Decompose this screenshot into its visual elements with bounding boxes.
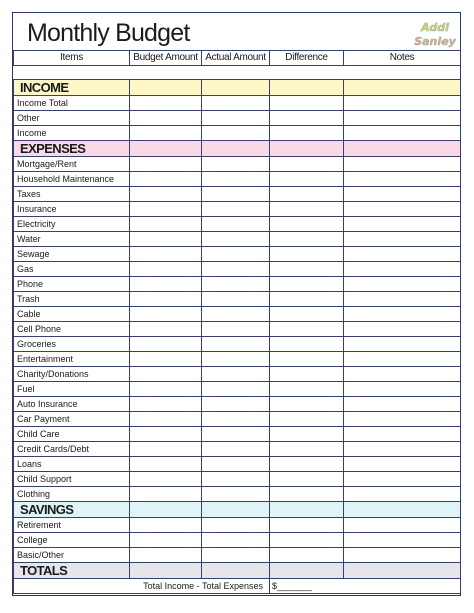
row-label: Fuel bbox=[14, 382, 130, 397]
budget-cell[interactable] bbox=[130, 487, 202, 502]
difference-cell[interactable] bbox=[270, 217, 344, 232]
difference-cell[interactable] bbox=[270, 292, 344, 307]
actual-cell[interactable] bbox=[202, 472, 270, 487]
table-row bbox=[14, 382, 461, 397]
table-row bbox=[14, 442, 461, 457]
table-row bbox=[14, 412, 461, 427]
row-label: Loans bbox=[14, 457, 130, 472]
difference-cell[interactable] bbox=[270, 367, 344, 382]
notes-cell[interactable] bbox=[344, 111, 461, 126]
actual-cell[interactable] bbox=[202, 262, 270, 277]
budget-cell[interactable] bbox=[130, 427, 202, 442]
budget-cell[interactable] bbox=[130, 232, 202, 247]
budget-cell[interactable] bbox=[130, 247, 202, 262]
notes-cell[interactable] bbox=[344, 533, 461, 548]
actual-cell[interactable] bbox=[202, 202, 270, 217]
row-label: Household Maintenance bbox=[14, 172, 130, 187]
difference-cell[interactable] bbox=[270, 232, 344, 247]
table-row bbox=[14, 352, 461, 367]
difference-cell[interactable] bbox=[270, 518, 344, 533]
section-cell bbox=[130, 80, 202, 96]
section-cell bbox=[270, 80, 344, 96]
actual-cell[interactable] bbox=[202, 96, 270, 111]
table-row bbox=[14, 487, 461, 502]
table-row bbox=[14, 202, 461, 217]
notes-cell[interactable] bbox=[344, 126, 461, 141]
row-label: Retirement bbox=[14, 518, 130, 533]
actual-cell[interactable] bbox=[202, 157, 270, 172]
budget-cell[interactable] bbox=[130, 518, 202, 533]
difference-cell[interactable] bbox=[270, 172, 344, 187]
row-label: Clothing bbox=[14, 487, 130, 502]
row-label: Mortgage/Rent bbox=[14, 157, 130, 172]
footer-row bbox=[14, 579, 461, 594]
difference-cell[interactable] bbox=[270, 322, 344, 337]
difference-cell[interactable] bbox=[270, 262, 344, 277]
notes-cell[interactable] bbox=[344, 232, 461, 247]
budget-cell[interactable] bbox=[130, 277, 202, 292]
footer-label: Total Income - Total Expenses bbox=[14, 579, 270, 594]
table-row bbox=[14, 472, 461, 487]
section-cell bbox=[270, 563, 344, 579]
logo-line-2: Sanley bbox=[414, 35, 456, 48]
notes-cell[interactable] bbox=[344, 187, 461, 202]
row-label: Water bbox=[14, 232, 130, 247]
table-row bbox=[14, 96, 461, 111]
notes-cell[interactable] bbox=[344, 292, 461, 307]
section-cell bbox=[202, 80, 270, 96]
row-label: Phone bbox=[14, 277, 130, 292]
difference-cell[interactable] bbox=[270, 533, 344, 548]
notes-cell[interactable] bbox=[344, 442, 461, 457]
notes-cell[interactable] bbox=[344, 397, 461, 412]
notes-cell[interactable] bbox=[344, 96, 461, 111]
notes-cell[interactable] bbox=[344, 548, 461, 563]
budget-cell[interactable] bbox=[130, 172, 202, 187]
difference-cell[interactable] bbox=[270, 472, 344, 487]
row-label: Electricity bbox=[14, 217, 130, 232]
table-row bbox=[14, 126, 461, 141]
difference-cell[interactable] bbox=[270, 187, 344, 202]
row-label: Income Total bbox=[14, 96, 130, 111]
budget-cell[interactable] bbox=[130, 472, 202, 487]
notes-cell[interactable] bbox=[344, 487, 461, 502]
row-label: Cable bbox=[14, 307, 130, 322]
section-cell bbox=[130, 141, 202, 157]
difference-cell[interactable] bbox=[270, 487, 344, 502]
row-label: Child Care bbox=[14, 427, 130, 442]
section-cell bbox=[270, 502, 344, 518]
section-cell bbox=[270, 141, 344, 157]
notes-cell[interactable] bbox=[344, 518, 461, 533]
budget-cell[interactable] bbox=[130, 412, 202, 427]
section-heading: TOTALS bbox=[14, 563, 130, 579]
table-row bbox=[14, 367, 461, 382]
row-label: Child Support bbox=[14, 472, 130, 487]
table-row bbox=[14, 262, 461, 277]
actual-cell[interactable] bbox=[202, 126, 270, 141]
table-row bbox=[14, 457, 461, 472]
difference-cell[interactable] bbox=[270, 111, 344, 126]
table-row bbox=[14, 427, 461, 442]
budget-cell[interactable] bbox=[130, 457, 202, 472]
notes-cell[interactable] bbox=[344, 202, 461, 217]
notes-cell[interactable] bbox=[344, 157, 461, 172]
actual-cell[interactable] bbox=[202, 307, 270, 322]
row-label: Income bbox=[14, 126, 130, 141]
budget-cell[interactable] bbox=[130, 262, 202, 277]
budget-cell[interactable] bbox=[130, 111, 202, 126]
col-header-notes: Notes bbox=[344, 51, 461, 66]
actual-cell[interactable] bbox=[202, 337, 270, 352]
budget-body bbox=[14, 66, 461, 594]
table-row bbox=[14, 232, 461, 247]
table-row bbox=[14, 397, 461, 412]
notes-cell[interactable] bbox=[344, 307, 461, 322]
difference-cell[interactable] bbox=[270, 96, 344, 111]
actual-cell[interactable] bbox=[202, 518, 270, 533]
col-header-actual: Actual Amount bbox=[202, 51, 270, 66]
actual-cell[interactable] bbox=[202, 533, 270, 548]
section-cell bbox=[130, 502, 202, 518]
budget-cell[interactable] bbox=[130, 397, 202, 412]
row-label: Cell Phone bbox=[14, 322, 130, 337]
actual-cell[interactable] bbox=[202, 487, 270, 502]
difference-cell[interactable] bbox=[270, 337, 344, 352]
section-heading: INCOME bbox=[14, 80, 130, 96]
notes-cell[interactable] bbox=[344, 382, 461, 397]
difference-cell[interactable] bbox=[270, 126, 344, 141]
actual-cell[interactable] bbox=[202, 232, 270, 247]
row-label: Entertainment bbox=[14, 352, 130, 367]
notes-cell[interactable] bbox=[344, 247, 461, 262]
row-label: Charity/Donations bbox=[14, 367, 130, 382]
table-row bbox=[14, 518, 461, 533]
table-row bbox=[14, 187, 461, 202]
actual-cell[interactable] bbox=[202, 442, 270, 457]
col-header-difference: Difference bbox=[270, 51, 344, 66]
row-label: Other bbox=[14, 111, 130, 126]
notes-cell[interactable] bbox=[344, 427, 461, 442]
budget-cell[interactable] bbox=[130, 352, 202, 367]
budget-cell[interactable] bbox=[130, 96, 202, 111]
notes-cell[interactable] bbox=[344, 352, 461, 367]
actual-cell[interactable] bbox=[202, 322, 270, 337]
difference-cell[interactable] bbox=[270, 548, 344, 563]
actual-cell[interactable] bbox=[202, 292, 270, 307]
difference-cell[interactable] bbox=[270, 442, 344, 457]
difference-cell[interactable] bbox=[270, 202, 344, 217]
difference-cell[interactable] bbox=[270, 247, 344, 262]
row-label: Auto Insurance bbox=[14, 397, 130, 412]
actual-cell[interactable] bbox=[202, 548, 270, 563]
actual-cell[interactable] bbox=[202, 217, 270, 232]
col-header-budget: Budget Amount bbox=[130, 51, 202, 66]
budget-cell[interactable] bbox=[130, 187, 202, 202]
notes-cell[interactable] bbox=[344, 322, 461, 337]
actual-cell[interactable] bbox=[202, 277, 270, 292]
table-row bbox=[14, 217, 461, 232]
table-row bbox=[14, 157, 461, 172]
budget-cell[interactable] bbox=[130, 367, 202, 382]
section-cell bbox=[202, 141, 270, 157]
notes-cell[interactable] bbox=[344, 472, 461, 487]
actual-cell[interactable] bbox=[202, 187, 270, 202]
row-label: Sewage bbox=[14, 247, 130, 262]
difference-cell[interactable] bbox=[270, 397, 344, 412]
notes-cell[interactable] bbox=[344, 457, 461, 472]
section-cell bbox=[130, 563, 202, 579]
row-label: Groceries bbox=[14, 337, 130, 352]
difference-cell[interactable] bbox=[270, 352, 344, 367]
actual-cell[interactable] bbox=[202, 412, 270, 427]
section-cell bbox=[344, 141, 461, 157]
section-heading: SAVINGS bbox=[14, 502, 130, 518]
actual-cell[interactable] bbox=[202, 172, 270, 187]
footer-value[interactable]: $_______ bbox=[270, 579, 461, 594]
header-row bbox=[14, 51, 461, 66]
section-totals bbox=[14, 563, 461, 579]
notes-cell[interactable] bbox=[344, 367, 461, 382]
table-row bbox=[14, 307, 461, 322]
budget-cell[interactable] bbox=[130, 442, 202, 457]
section-cell bbox=[344, 80, 461, 96]
budget-cell[interactable] bbox=[130, 548, 202, 563]
notes-cell[interactable] bbox=[344, 262, 461, 277]
budget-cell[interactable] bbox=[130, 322, 202, 337]
actual-cell[interactable] bbox=[202, 367, 270, 382]
table-row bbox=[14, 277, 461, 292]
table-row bbox=[14, 548, 461, 563]
page-title: Monthly Budget bbox=[27, 19, 190, 47]
budget-sheet bbox=[12, 12, 461, 596]
logo-line-1: Addi bbox=[421, 21, 449, 34]
section-income bbox=[14, 80, 461, 96]
difference-cell[interactable] bbox=[270, 412, 344, 427]
table-row bbox=[14, 533, 461, 548]
budget-cell[interactable] bbox=[130, 217, 202, 232]
budget-cell[interactable] bbox=[130, 337, 202, 352]
row-label: Insurance bbox=[14, 202, 130, 217]
difference-cell[interactable] bbox=[270, 382, 344, 397]
budget-cell[interactable] bbox=[130, 126, 202, 141]
table-row bbox=[14, 111, 461, 126]
table-row bbox=[14, 337, 461, 352]
row-label: Basic/Other bbox=[14, 548, 130, 563]
section-cell bbox=[202, 502, 270, 518]
table-row bbox=[14, 172, 461, 187]
section-cell bbox=[344, 563, 461, 579]
table-row bbox=[14, 292, 461, 307]
budget-table bbox=[13, 50, 461, 594]
brand-logo bbox=[414, 15, 456, 53]
col-header-items: Items bbox=[14, 51, 130, 66]
row-label: Credit Cards/Debt bbox=[14, 442, 130, 457]
difference-cell[interactable] bbox=[270, 427, 344, 442]
section-savings bbox=[14, 502, 461, 518]
table-row bbox=[14, 247, 461, 262]
notes-cell[interactable] bbox=[344, 412, 461, 427]
row-label: Car Payment bbox=[14, 412, 130, 427]
row-label: College bbox=[14, 533, 130, 548]
difference-cell[interactable] bbox=[270, 277, 344, 292]
budget-cell[interactable] bbox=[130, 382, 202, 397]
budget-cell[interactable] bbox=[130, 157, 202, 172]
row-label: Trash bbox=[14, 292, 130, 307]
actual-cell[interactable] bbox=[202, 397, 270, 412]
row-label: Gas bbox=[14, 262, 130, 277]
table-row bbox=[14, 322, 461, 337]
notes-cell[interactable] bbox=[344, 217, 461, 232]
actual-cell[interactable] bbox=[202, 382, 270, 397]
section-cell bbox=[344, 502, 461, 518]
actual-cell[interactable] bbox=[202, 247, 270, 262]
section-cell bbox=[202, 563, 270, 579]
actual-cell[interactable] bbox=[202, 427, 270, 442]
budget-cell[interactable] bbox=[130, 292, 202, 307]
budget-cell[interactable] bbox=[130, 307, 202, 322]
actual-cell[interactable] bbox=[202, 457, 270, 472]
budget-cell[interactable] bbox=[130, 202, 202, 217]
notes-cell[interactable] bbox=[344, 277, 461, 292]
difference-cell[interactable] bbox=[270, 157, 344, 172]
actual-cell[interactable] bbox=[202, 352, 270, 367]
budget-cell[interactable] bbox=[130, 533, 202, 548]
notes-cell[interactable] bbox=[344, 172, 461, 187]
section-expenses bbox=[14, 141, 461, 157]
difference-cell[interactable] bbox=[270, 307, 344, 322]
spacer-row bbox=[14, 66, 461, 80]
difference-cell[interactable] bbox=[270, 457, 344, 472]
row-label: Taxes bbox=[14, 187, 130, 202]
notes-cell[interactable] bbox=[344, 337, 461, 352]
actual-cell[interactable] bbox=[202, 111, 270, 126]
section-heading: EXPENSES bbox=[14, 141, 130, 157]
